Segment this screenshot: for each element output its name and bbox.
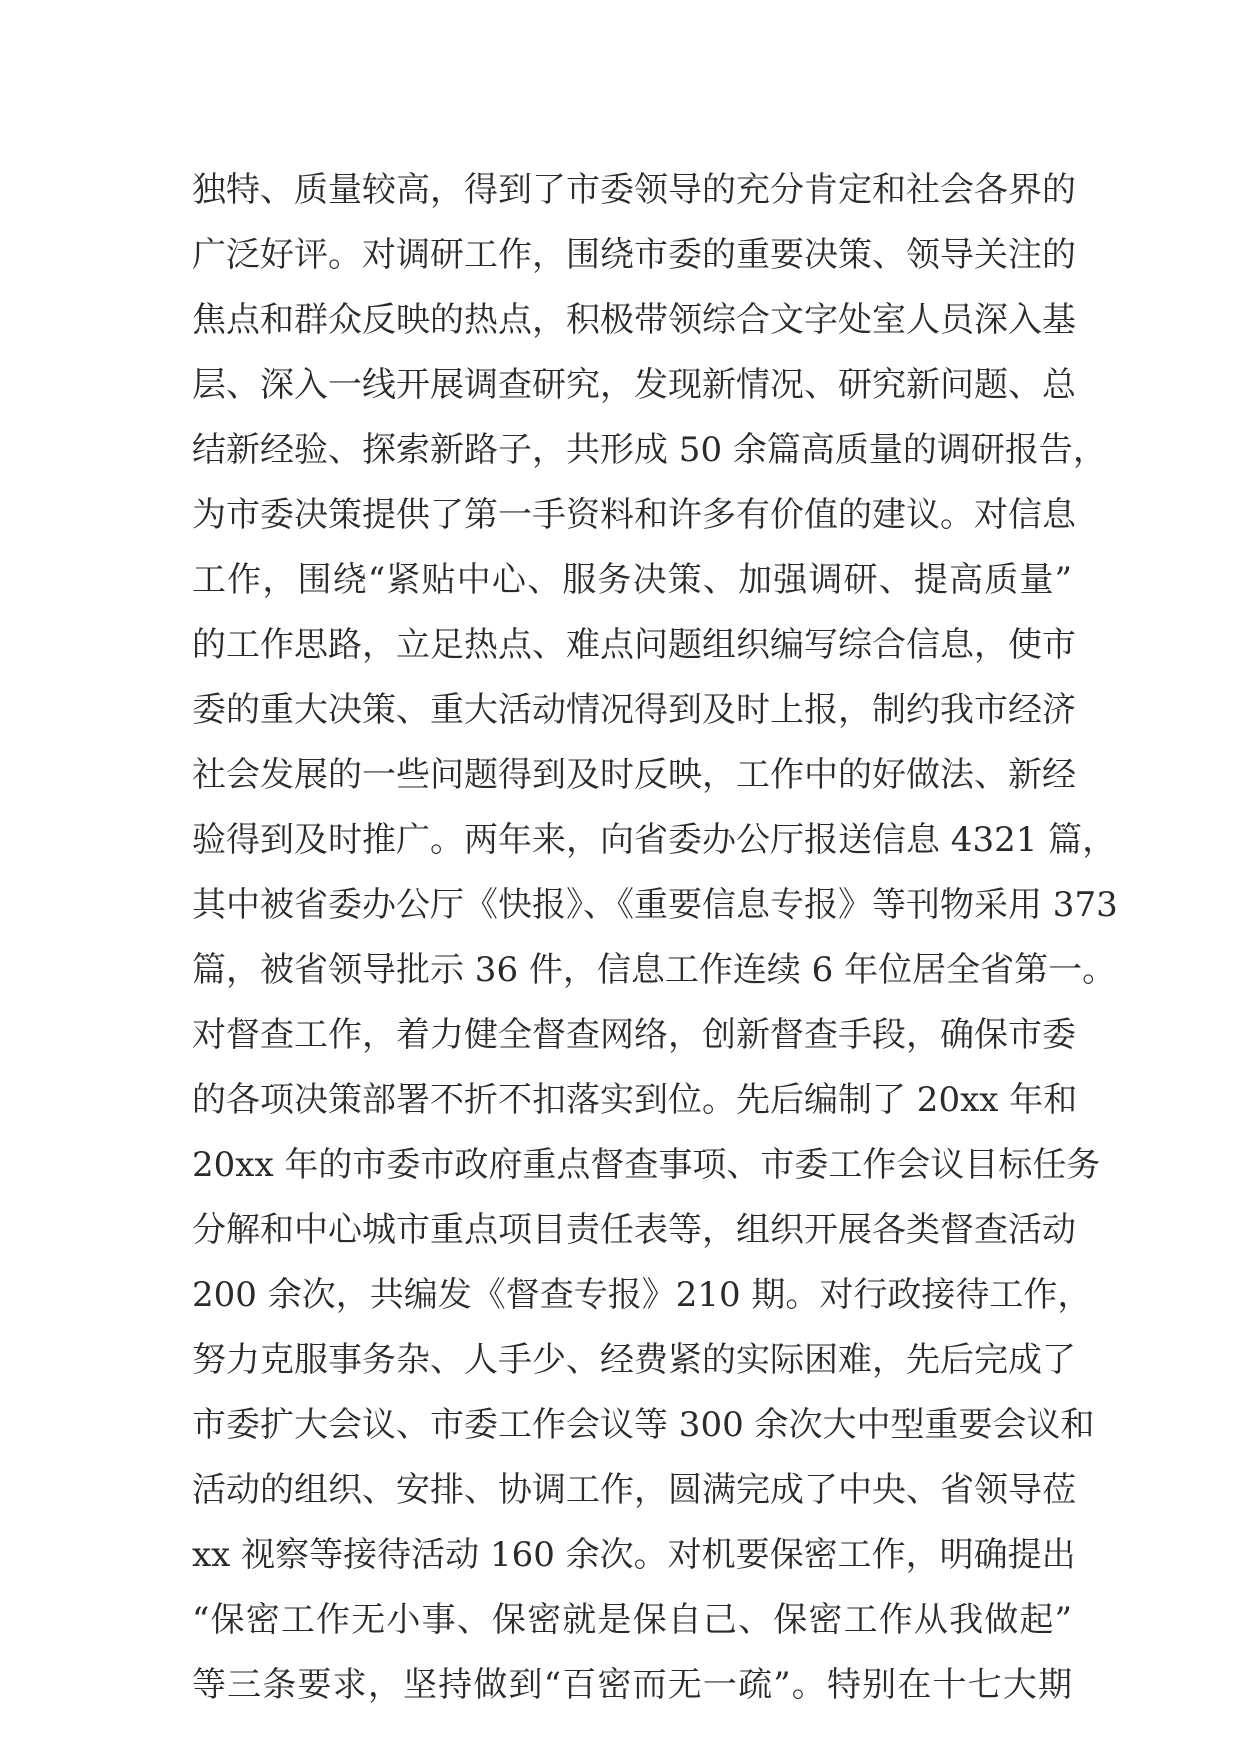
text-line: 工作，围绕“紧贴中心、服务决策、加强调研、提高质量”	[192, 560, 1072, 600]
text-line: 200 余次，共编发《督查专报》210 期。对行政接待工作，	[192, 1275, 1092, 1315]
text-line: “保密工作无小事、保密就是保自己、保密工作从我做起”	[192, 1600, 1072, 1640]
text-line: 独特、质量较高，得到了市委领导的充分肯定和社会各界的	[192, 170, 1076, 210]
text-line: 20xx 年的市委市政府重点督查事项、市委工作会议目标任务	[192, 1145, 1101, 1185]
text-line: 等三条要求，坚持做到“百密而无一疏”。特别在十七大期	[192, 1665, 1072, 1705]
body-text	[192, 158, 1118, 1718]
text-line: 社会发展的一些问题得到及时反映，工作中的好做法、新经	[192, 755, 1076, 795]
text-line: 广泛好评。对调研工作，围绕市委的重要决策、领导关注的	[192, 235, 1076, 275]
text-line: 分解和中心城市重点项目责任表等，组织开展各类督查活动	[192, 1210, 1076, 1250]
text-line: 验得到及时推广。两年来，向省委办公厅报送信息 4321 篇，	[192, 820, 1117, 860]
text-line: 焦点和群众反映的热点，积极带领综合文字处室人员深入基	[192, 300, 1076, 340]
text-line: 的工作思路，立足热点、难点问题组织编写综合信息，使市	[192, 625, 1076, 665]
text-line: 的各项决策部署不折不扣落实到位。先后编制了 20xx 年和	[192, 1080, 1078, 1120]
text-line: 层、深入一线开展调查研究，发现新情况、研究新问题、总	[192, 365, 1076, 405]
text-line: 活动的组织、安排、协调工作，圆满完成了中央、省领导莅	[192, 1470, 1076, 1510]
text-line: 为市委决策提供了第一手资料和许多有价值的建议。对信息	[192, 495, 1076, 535]
text-line: 努力克服事务杂、人手少、经费紧的实际困难，先后完成了	[192, 1340, 1076, 1380]
text-line: 市委扩大会议、市委工作会议等 300 余次大中型重要会议和	[192, 1405, 1095, 1445]
text-line: 委的重大决策、重大活动情况得到及时上报，制约我市经济	[192, 690, 1076, 730]
text-line: 结新经验、探索新路子，共形成 50 余篇高质量的调研报告，	[192, 430, 1107, 470]
text-line: 其中被省委办公厅《快报》、《重要信息专报》等刊物采用 373	[192, 885, 1118, 925]
text-line: 篇，被省领导批示 36 件，信息工作连续 6 年位居全省第一。	[192, 950, 1117, 990]
text-line: xx 视察等接待活动 160 余次。对机要保密工作，明确提出	[192, 1535, 1076, 1575]
text-line: 对督查工作，着力健全督查网络，创新督查手段，确保市委	[192, 1015, 1076, 1055]
